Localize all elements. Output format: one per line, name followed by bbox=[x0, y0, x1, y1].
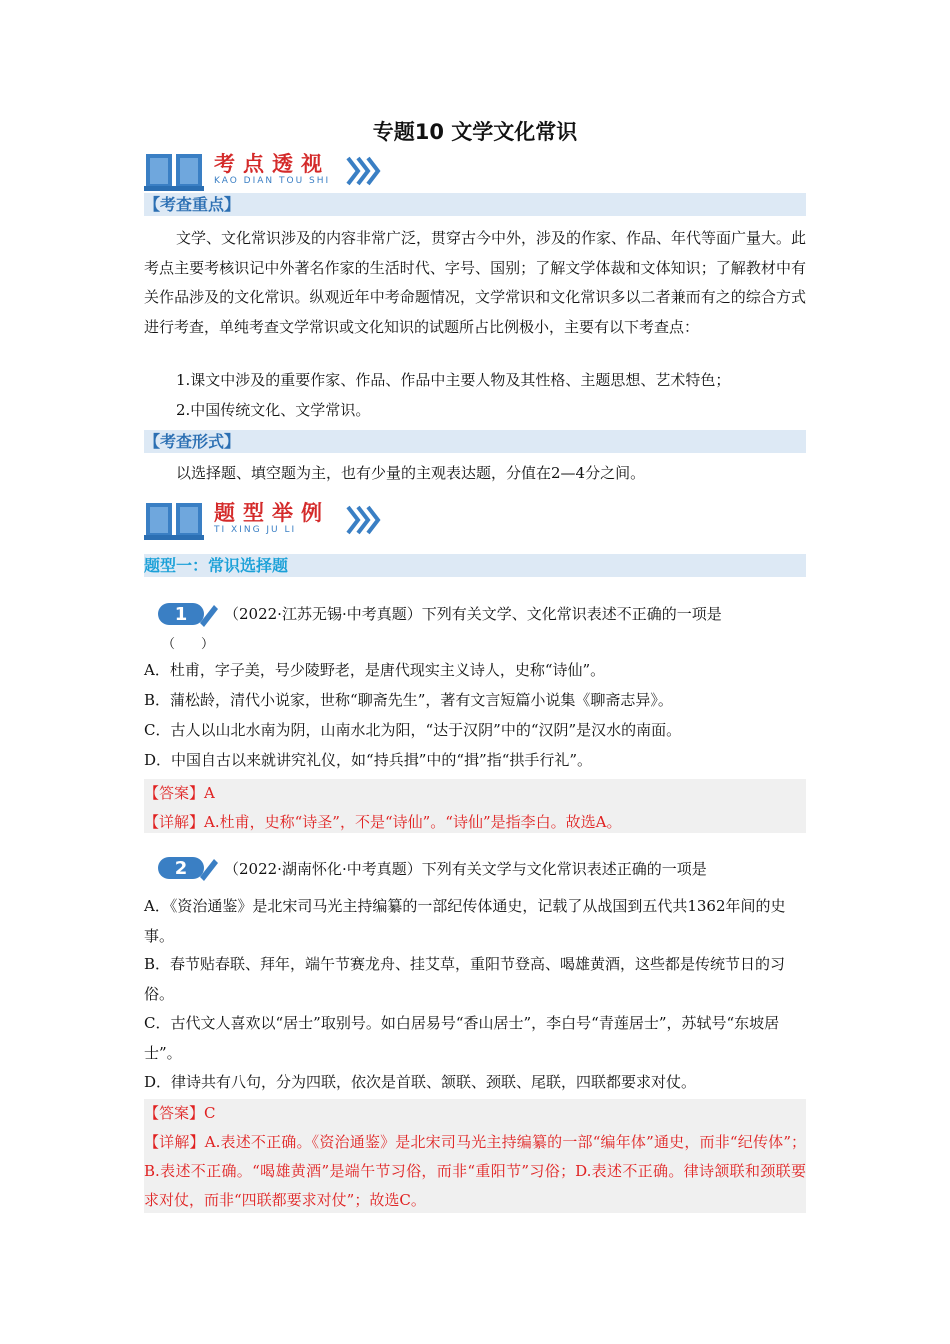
q2-stem: （2022·湖南怀化·中考真题）下列有关文学与文化常识表述正确的一项是 bbox=[224, 860, 707, 878]
book-icon bbox=[144, 150, 204, 192]
page-title: 专题10 文学文化常识 bbox=[372, 120, 578, 144]
q1-stem: （2022·江苏无锡·中考真题）下列有关文学、文化常识表述不正确的一项是 bbox=[224, 605, 722, 623]
q1-answer-box bbox=[144, 779, 806, 833]
banner-title: 考点透视 bbox=[214, 152, 330, 176]
section-banner-tixing bbox=[144, 497, 444, 545]
section-banner-kaodian bbox=[144, 148, 444, 196]
section-heading-focus: 【考查重点】 bbox=[144, 193, 806, 216]
chevron-right-icon bbox=[344, 503, 382, 537]
banner-subtitle: KAO DIAN TOU SHI bbox=[214, 176, 331, 186]
chevron-right-icon bbox=[344, 154, 382, 188]
type1-heading: 题型一：常识选择题 bbox=[144, 554, 806, 577]
format-paragraph: 以选择题、填空题为主，也有少量的主观表达题，分值在2—4分之间。 bbox=[176, 464, 646, 482]
q1-option-c: C．古人以山北水南为阴，山南水北为阳，“达于汉阴”中的“汉阴”是汉水的南面。 bbox=[144, 721, 682, 739]
banner-subtitle: TI XING JU LI bbox=[214, 525, 297, 535]
focus-point-2: 2.中国传统文化、文学常识。 bbox=[176, 401, 371, 419]
q1-blank: （ ） bbox=[162, 637, 215, 652]
focus-paragraph: 文学、文化常识涉及的内容非常广泛，贯穿古今中外，涉及的作家、作品、年代等面广量大。此考点主要考核识记中外著名作家的生活时代、字号、国别；了解文学体裁和文体知识；了解教材中有关作品涉及的文化常识。纵观近年中考命题情况，文学常识和文化常识多以二者兼而有之的综合方式进行考查，单纯考查文学常识或文化知识的试题所占比例极小，主要有以下考查点： bbox=[144, 229, 807, 336]
q2-option-a: A．《资治通鉴》是北宋司马光主持编纂的一部纪传体通史，记载了从战国到五代共1362年间的史事。 bbox=[144, 897, 786, 945]
question-number-icon bbox=[158, 599, 218, 627]
q2-answer-box bbox=[144, 1099, 806, 1213]
q1-option-d: D．中国自古以来就讲究礼仪，如“持兵揖”中的“揖”指“拱手行礼”。 bbox=[144, 751, 593, 769]
q2-option-b: B．春节贴春联、拜年，端午节赛龙舟、挂艾草，重阳节登高、喝雄黄酒，这些都是传统节日的习俗。 bbox=[144, 955, 786, 1003]
q2-explanation: 【详解】A.表述不正确。《资治通鉴》是北宋司马光主持编纂的一部“编年体”通史，而非“纪传体”；B.表述不正确。“喝雄黄酒”是端午节习俗，而非“重阳节”习俗；D.表述不正确。律诗颔联和颈联要求对仗，而非“四联都要求对仗”；故选C。 bbox=[144, 1133, 806, 1209]
q1-option-a: A．杜甫，字子美，号少陵野老，是唐代现实主义诗人，史称“诗仙”。 bbox=[144, 661, 606, 679]
q2-option-c: C．古代文人喜欢以“居士”取别号。如白居易号“香山居士”，李白号“青莲居士”，苏轼号“东坡居士”。 bbox=[144, 1014, 780, 1062]
q2-option-d: D．律诗共有八句，分为四联，依次是首联、颔联、颈联、尾联，四联都要求对仗。 bbox=[144, 1073, 697, 1091]
q1-explanation: 【详解】A.杜甫，史称“诗圣”，不是“诗仙”。“诗仙”是指李白。故选A。 bbox=[144, 813, 622, 831]
section-heading-format: 【考查形式】 bbox=[144, 430, 806, 453]
q2-answer: 【答案】C bbox=[144, 1104, 216, 1122]
question-number: 2 bbox=[174, 858, 188, 879]
q1-answer: 【答案】A bbox=[144, 784, 215, 802]
book-icon bbox=[144, 499, 204, 541]
focus-point-1: 1.课文中涉及的重要作家、作品、作品中主要人物及其性格、主题思想、艺术特色； bbox=[176, 371, 731, 389]
question-number: 1 bbox=[174, 604, 188, 625]
q1-option-b: B．蒲松龄，清代小说家，世称“聊斋先生”，著有文言短篇小说集《聊斋志异》。 bbox=[144, 691, 673, 709]
question-number-icon bbox=[158, 853, 218, 881]
banner-title: 题型举例 bbox=[214, 501, 330, 525]
